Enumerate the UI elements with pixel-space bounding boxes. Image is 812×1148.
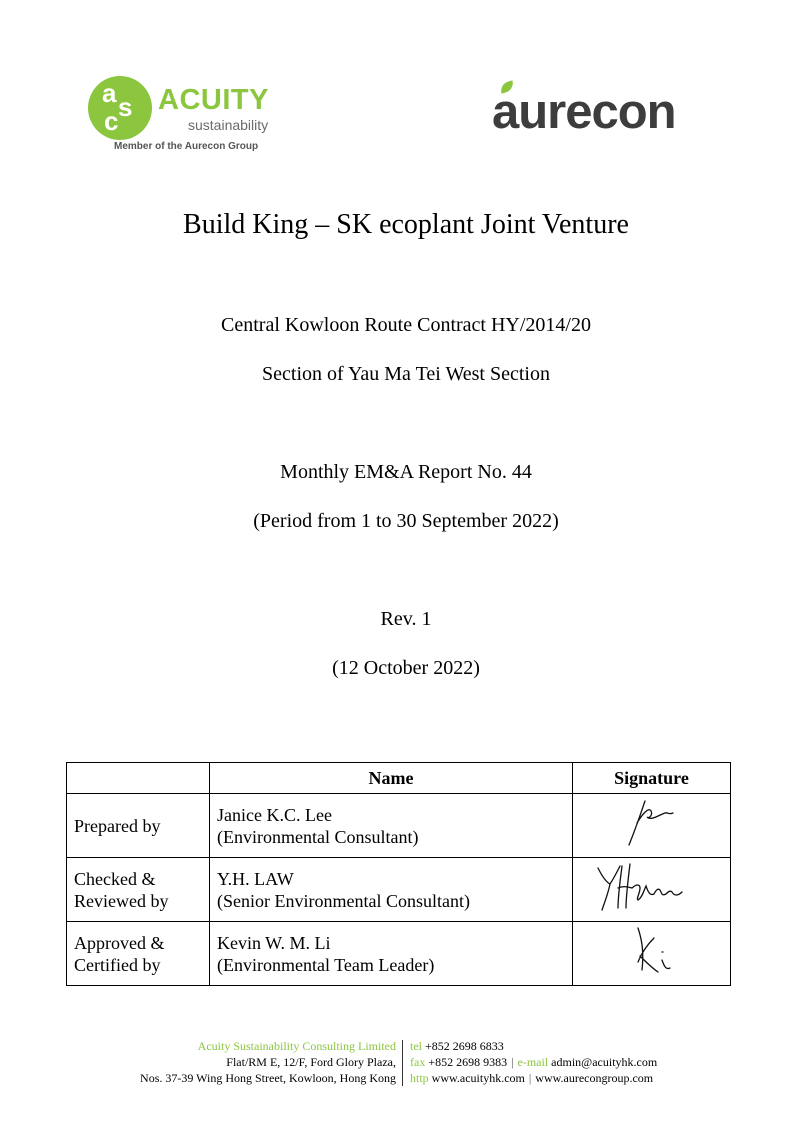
fax-value: +852 2698 9383	[428, 1055, 508, 1069]
http-label: http	[410, 1071, 429, 1085]
website-link-acuity[interactable]: www.acuityhk.com	[431, 1071, 525, 1085]
footer-company: Acuity Sustainability Consulting Limited	[197, 1039, 396, 1053]
fax-label: fax	[410, 1055, 426, 1069]
signoff-row-approved	[67, 922, 731, 986]
document-title: Build King – SK ecoplant Joint Venture	[183, 209, 629, 240]
name-cell	[210, 794, 573, 858]
tel-value: +852 2698 6833	[425, 1039, 504, 1053]
role-text: Prepared by	[74, 815, 161, 836]
signoff-row-checked	[67, 858, 731, 922]
person-name: Kevin W. M. Li	[217, 932, 331, 953]
signoff-table	[66, 762, 731, 986]
email-label: e-mail	[517, 1055, 549, 1069]
person-title: (Senior Environmental Consultant)	[217, 890, 470, 911]
acuity-logo-name: ACUITY	[158, 84, 269, 116]
acuity-logo-sub: sustainability	[188, 117, 269, 133]
role-cell	[67, 794, 210, 858]
person-name: Janice K.C. Lee	[217, 804, 332, 825]
footer-contacts: tel +852 2698 6833 fax +852 2698 9383 | e-mail admin@acuityhk.com http www.acuityhk.com | www.aurecongroup.com	[410, 1039, 658, 1085]
person-title: (Environmental Team Leader)	[217, 954, 435, 975]
report-line: Monthly EM&A Report No. 44	[280, 461, 532, 483]
acuity-logo	[88, 74, 288, 156]
header-signature: Signature	[573, 763, 731, 794]
role-cell	[67, 922, 210, 986]
footer-address-line2: Nos. 37-39 Wing Hong Street, Kowloon, Hong Kong	[140, 1071, 396, 1085]
person-name: Y.H. LAW	[217, 868, 294, 889]
acuity-mark-icon: a s c	[88, 76, 152, 140]
tel-label: tel	[410, 1039, 422, 1053]
footer-address	[140, 1038, 396, 1086]
aurecon-logo	[492, 86, 732, 142]
role-text: Reviewed by	[74, 890, 169, 911]
name-cell	[210, 922, 573, 986]
website-link-aurecon[interactable]: www.aurecongroup.com	[535, 1071, 654, 1085]
signature-cell	[573, 794, 731, 858]
signoff-row-prepared	[67, 794, 731, 858]
footer-divider	[402, 1040, 403, 1086]
signature-lee-icon	[607, 795, 697, 851]
revision-line: Rev. 1	[380, 608, 432, 630]
signature-cell	[573, 858, 731, 922]
footer-address-line1: Flat/RM E, 12/F, Ford Glory Plaza,	[226, 1055, 396, 1069]
period-line: (Period from 1 to 30 September 2022)	[253, 510, 559, 532]
section-line: Section of Yau Ma Tei West Section	[262, 363, 550, 385]
date-line: (12 October 2022)	[332, 657, 480, 679]
role-cell	[67, 858, 210, 922]
aurecon-logo-name: aurecon	[492, 85, 676, 139]
signature-law-icon	[592, 858, 712, 916]
signoff-header-row	[67, 763, 731, 794]
role-text: Approved &	[74, 932, 165, 953]
header-name: Name	[210, 763, 573, 794]
header-blank	[67, 763, 210, 794]
signature-li-icon	[612, 922, 692, 980]
acuity-logo-member: Member of the Aurecon Group	[114, 141, 259, 152]
signature-cell	[573, 922, 731, 986]
role-text: Checked &	[74, 868, 156, 889]
email-link[interactable]: admin@acuityhk.com	[551, 1055, 658, 1069]
role-text: Certified by	[74, 954, 161, 975]
contract-line: Central Kowloon Route Contract HY/2014/20	[221, 314, 591, 336]
name-cell	[210, 858, 573, 922]
person-title: (Environmental Consultant)	[217, 826, 419, 847]
